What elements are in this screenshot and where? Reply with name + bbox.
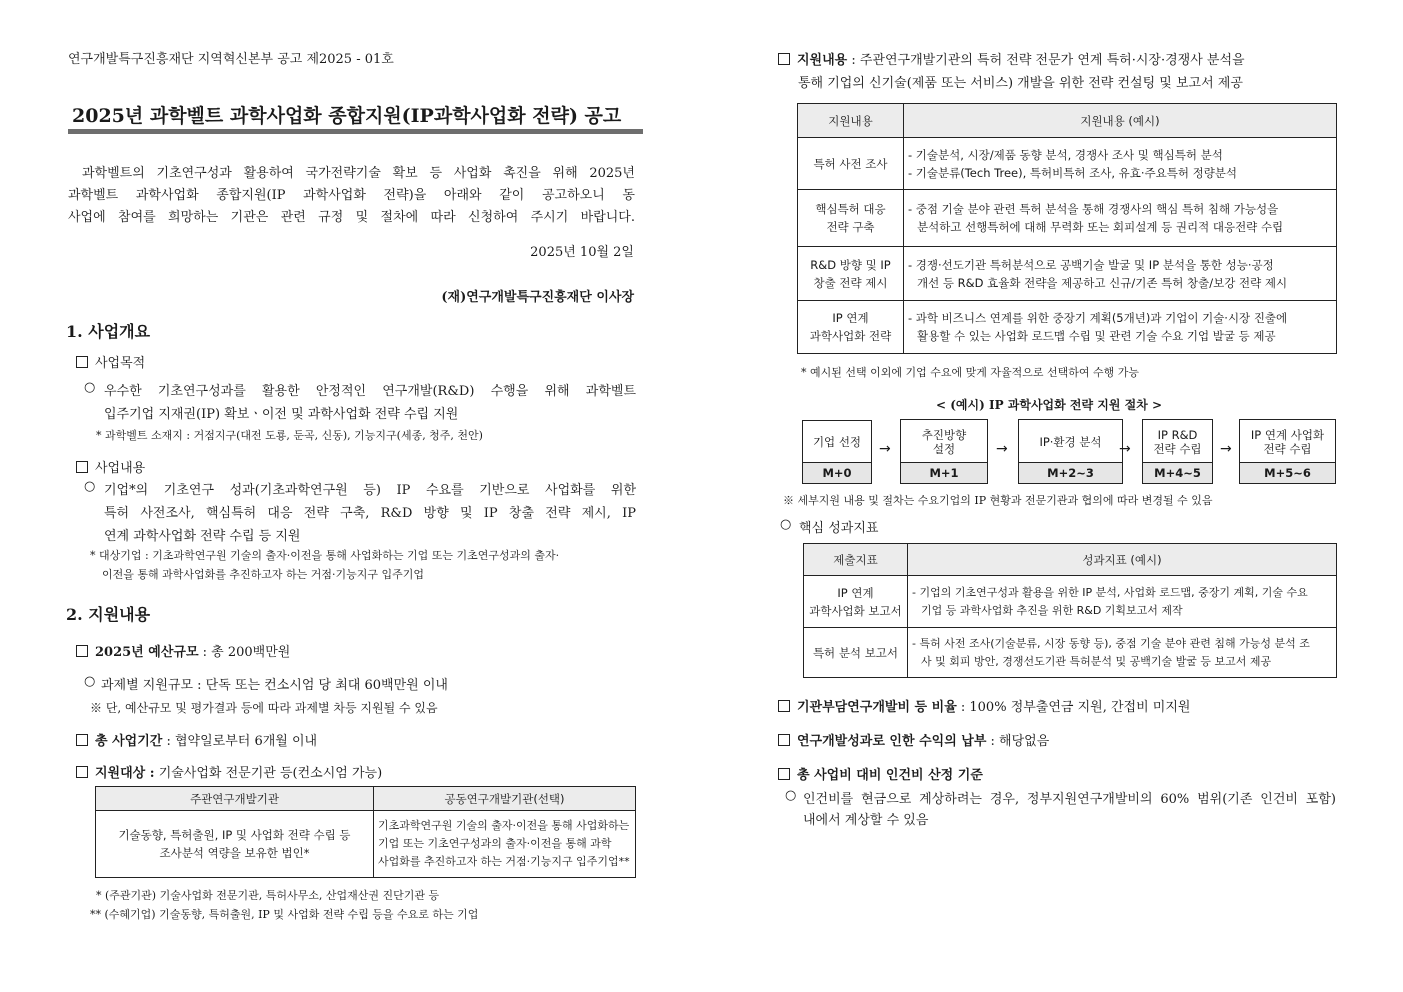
cell-line: 과학사업화 보고서 [809, 603, 902, 618]
circle-bullet-icon: ○ [84, 674, 96, 689]
flow-step-label: 기업 선정 [812, 435, 862, 449]
section2-heading: 2. 지원내용 [66, 605, 151, 624]
support-row-3-name [798, 247, 904, 301]
cell-line: 특허 사전 조사 [813, 156, 888, 171]
content-line-3: 연계 과학사업화 전략 수립 등 지원 [104, 529, 301, 544]
content-label-text: 사업내용 [95, 461, 146, 476]
flow-arrow-icon: → [1220, 441, 1232, 457]
cell-line: 과학사업화 전략 [809, 329, 892, 343]
flow-step-2 [900, 419, 988, 484]
target-value: 기술사업화 전문기관 등(컨소시엄 가능) [154, 766, 383, 781]
cell-line: 기술동향, 특허출원, IP 및 사업화 전략 수립 등 [118, 828, 351, 842]
flow-note: ※ 세부지원 내용 및 절차는 수요기업의 IP 현황과 전문기관과 협의에 따라 변경될 수 있음 [783, 494, 1213, 507]
support-row-2-name [798, 190, 904, 247]
circle-bullet-icon: ○ [84, 380, 96, 395]
flow-step-5 [1239, 419, 1336, 484]
intro-line-2: 과학벨트 과학사업화 종합지원(IP 과학사업화 전략)을 아래와 같이 공고하오니 동 [68, 188, 635, 203]
flow-step-label: 전략 수립 [1153, 441, 1202, 456]
budget-note: ※ 단, 예산규모 및 평가결과 등에 따라 과제별 차등 지원될 수 있음 [90, 701, 438, 715]
support-row-4-name [798, 301, 904, 354]
content-note-1: * 대상기업 : 기초과학연구원 기술의 출자·이전을 통해 사업화하는 기업 또는 기초연구성과의 출자· [90, 549, 560, 562]
cell-line: 기업 또는 기초연구성과의 출자·이전을 통해 과학 [378, 837, 612, 850]
checkbox-square-icon [76, 645, 88, 657]
kpi-table-header-2: 성과지표 (예시) [908, 544, 1337, 576]
checkbox-square-icon [778, 734, 790, 746]
labor-line [778, 764, 983, 783]
cell-line: 사업화를 추진하고자 하는 거점·기능지구 입주기업** [378, 855, 630, 868]
payment-line [778, 730, 1049, 749]
flow-step-label: 전략 수립 [1263, 441, 1312, 456]
checkbox-square-icon [76, 461, 88, 473]
checkbox-square-icon [778, 700, 790, 712]
flow-step-label: IP·환경 분석 [1039, 434, 1102, 449]
circle-bullet-icon: ○ [785, 788, 797, 803]
checkbox-square-icon [778, 768, 790, 780]
flow-step-month: M+5~6 [1240, 462, 1335, 483]
target-note-2: ** (수혜기업) 기술동향, 특허출원, IP 및 사업화 전략 수립 등을 수요로 하는 기업 [90, 908, 479, 921]
target-line [76, 762, 382, 781]
flow-arrow-icon: → [996, 441, 1008, 457]
cell-line: - 과학 비즈니스 연계를 위한 중장기 계획(5개년)과 기업이 기술·시장 진출에 [908, 311, 1288, 325]
support-row-1-desc [904, 138, 1337, 190]
support-row-4-desc [904, 301, 1337, 354]
kpi-row-2-name [804, 628, 908, 678]
flow-step-label: 설정 [932, 441, 956, 456]
cell-line: - 기술분류(Tech Tree), 특허비특허 조사, 유효·주요특허 정량분석 [908, 165, 1238, 180]
support-table [797, 103, 1337, 354]
title-underline [68, 129, 643, 134]
checkbox-square-icon [778, 53, 790, 65]
payment-label: 연구개발성과로 인한 수익의 납부 [797, 734, 987, 749]
target-table-header-2: 공동연구개발기관(선택) [374, 787, 636, 811]
support-row-1-name [798, 138, 904, 190]
circle-bullet-icon: ○ [780, 517, 792, 532]
section1-heading: 1. 사업개요 [66, 322, 151, 341]
kpi-row-1-desc [908, 576, 1337, 628]
target-table [95, 786, 636, 878]
kpi-label: 핵심 성과지표 [799, 521, 879, 536]
cell-line: - 중점 기술 분야 관련 특허 분석을 통해 경쟁사의 핵심 특허 침해 가능성을 [908, 202, 1279, 216]
cell-line: 조사분석 역량을 보유한 법인* [159, 846, 310, 860]
notice-number: 연구개발특구진흥재단 지역혁신본부 공고 제2025 - 01호 [68, 52, 394, 67]
budget-line [76, 641, 290, 660]
kpi-table-header-1: 제출지표 [804, 544, 908, 576]
flow-step-month: M+0 [803, 462, 871, 483]
intro-line-1: 과학벨트의 기초연구성과 활용하여 국가전략기술 확보 등 사업화 촉진을 위해 2025년 [82, 166, 635, 181]
period-label: 총 사업기간 [95, 734, 163, 749]
target-note-1: * (주관기관) 기술사업화 전문기관, 특허사무소, 산업재산권 진단기관 등 [96, 889, 440, 902]
flow-step-month: M+2~3 [1019, 462, 1122, 483]
notice-date: 2025년 10월 2일 [530, 245, 634, 260]
checkbox-square-icon [76, 766, 88, 778]
flow-step-month: M+1 [901, 462, 987, 483]
labor-text-1: 인건비를 현금으로 계상하려는 경우, 정부지원연구개발비의 60% 범위(기존 인건비 포함) [803, 792, 1336, 807]
burden-label: 기관부담연구개발비 등 비율 [797, 700, 957, 715]
cell-line: 창출 전략 제시 [813, 275, 888, 290]
purpose-label-text: 사업목적 [95, 356, 146, 371]
content-line-1: 기업*의 기초연구 성과(기초과학연구원 등) IP 수요를 기반으로 사업화를 위한 [104, 483, 636, 498]
support-label: 지원내용 [797, 53, 848, 68]
cell-line: IP 연계 [832, 311, 869, 325]
flow-arrow-icon: → [1119, 441, 1131, 457]
flow-step-label: IP 연계 사업화 [1250, 427, 1325, 442]
kpi-table [803, 543, 1337, 678]
content-label [76, 457, 145, 476]
cell-line: - 기술분석, 시장/제품 동향 분석, 경쟁사 조사 및 핵심특허 분석 [908, 147, 1223, 162]
budget-sub: 과제별 지원규모 : 단독 또는 컨소시엄 당 최대 60백만원 이내 [101, 678, 448, 693]
labor-label: 총 사업비 대비 인건비 산정 기준 [797, 768, 983, 783]
flow-step-1 [802, 420, 872, 484]
checkbox-square-icon [76, 356, 88, 368]
support-table-note: * 예시된 선택 이외에 기업 수요에 맞게 자율적으로 선택하여 수행 가능 [801, 366, 1139, 379]
flow-step-label: 추진방향 [921, 427, 967, 442]
purpose-line-2: 입주기업 지재권(IP) 확보ㆍ이전 및 과학사업화 전략 수립 지원 [104, 407, 459, 422]
support-text-1: : 주관연구개발기관의 특허 전략 전문가 연계 특허·시장·경쟁사 분석을 [847, 53, 1245, 68]
support-table-header-1: 지원내용 [798, 104, 904, 138]
cell-line: IP 연계 [837, 585, 874, 600]
cell-line: 기초과학연구원 기술의 출자·이전을 통해 사업화하는 [378, 819, 630, 832]
support-row-2-desc [904, 190, 1337, 247]
cell-line: 특허 분석 보고서 [812, 645, 899, 660]
period-value: : 협약일로부터 6개월 이내 [166, 734, 318, 749]
period-line [76, 730, 317, 749]
cell-line: - 기업의 기초연구성과 활용을 위한 IP 분석, 사업화 로드맵, 중장기 계획, 기술 수요 [912, 585, 1308, 599]
cell-line: R&D 방향 및 IP [810, 257, 891, 272]
cell-line: 전략 구축 [826, 220, 875, 234]
support-line-1 [778, 49, 1245, 68]
target-label: 지원대상 : [95, 766, 155, 781]
target-table-header-1: 주관연구개발기관 [96, 787, 374, 811]
intro-line-3: 사업에 참여를 희망하는 기관은 관련 규정 및 절차에 따라 신청하여 주시기 바랍니다. [68, 210, 635, 225]
purpose-note: * 과학벨트 소재지 : 거점지구(대전 도룡, 둔곡, 신동), 기능지구(세종, 청주, 천안) [96, 429, 483, 442]
payment-value: : 해당없음 [986, 734, 1050, 749]
purpose-line-1: 우수한 기초연구성과를 활용한 안정적인 연구개발(R&D) 수행을 위해 과학벨트 [104, 384, 636, 399]
flow-step-month: M+4~5 [1143, 462, 1212, 483]
checkbox-square-icon [76, 734, 88, 746]
burden-value: : 100% 정부출연금 지원, 간접비 미지원 [956, 700, 1191, 715]
flow-step-4 [1142, 419, 1213, 484]
burden-line [778, 696, 1190, 715]
purpose-label [76, 352, 145, 371]
support-table-header-2: 지원내용 (예시) [904, 104, 1337, 138]
flow-title: < (예시) IP 과학사업화 전략 지원 절차 > [936, 398, 1163, 412]
cell-line: - 특허 사전 조사(기술분류, 시장 동향 등), 중점 기술 분야 관련 침해 가능성 분석 조 [912, 636, 1310, 650]
cell-line: 핵심특허 대응 [815, 202, 886, 216]
cell-line: 개선 등 R&D 효율화 전략을 제공하고 신규/기존 특허 창출/보강 전략 제시 [917, 275, 1288, 290]
flow-step-label: IP R&D [1157, 427, 1198, 442]
budget-value: : 총 200백만원 [198, 645, 291, 660]
page-title: 2025년 과학벨트 과학사업화 종합지원(IP과학사업화 전략) 공고 [72, 105, 622, 127]
cell-line: 기업 등 과학사업화 추진을 위한 R&D 기획보고서 제작 [921, 603, 1183, 617]
target-table-cell-joint [374, 811, 636, 878]
cell-line: - 경쟁·선도기관 특허분석으로 공백기술 발굴 및 IP 분석을 통한 성능·공정 [908, 257, 1274, 272]
content-line-2: 특허 사전조사, 핵심특허 대응 전략 구축, R&D 방향 및 IP 창출 전략 제시, IP [104, 506, 636, 521]
budget-label: 2025년 예산규모 [95, 645, 199, 660]
circle-bullet-icon: ○ [84, 479, 96, 494]
kpi-row-2-desc [908, 628, 1337, 678]
issuer: (재)연구개발특구진흥재단 이사장 [441, 290, 634, 305]
flow-step-3 [1018, 419, 1123, 484]
flow-arrow-icon: → [879, 441, 891, 457]
kpi-row-1-name [804, 576, 908, 628]
content-note-2: 이전을 통해 과학사업화를 추진하고자 하는 거점·기능지구 입주기업 [102, 568, 425, 581]
cell-line: 사 및 회피 방안, 경쟁선도기관 특허분석 및 공백기술 발굴 등 보고서 제공 [921, 654, 1272, 668]
cell-line: 분석하고 선행특허에 대해 무력화 또는 회피설계 등 권리적 대응전략 수립 [917, 220, 1284, 234]
labor-text-2: 내에서 계상할 수 있음 [803, 813, 929, 828]
target-table-cell-lead [96, 811, 374, 878]
support-row-3-desc [904, 247, 1337, 301]
cell-line: 활용할 수 있는 사업화 로드맵 수립 및 관련 기술 수요 기업 발굴 등 제공 [917, 329, 1276, 343]
support-line-2: 통해 기업의 신기술(제품 또는 서비스) 개발을 위한 전략 컨설팅 및 보고서 제공 [798, 76, 1243, 91]
